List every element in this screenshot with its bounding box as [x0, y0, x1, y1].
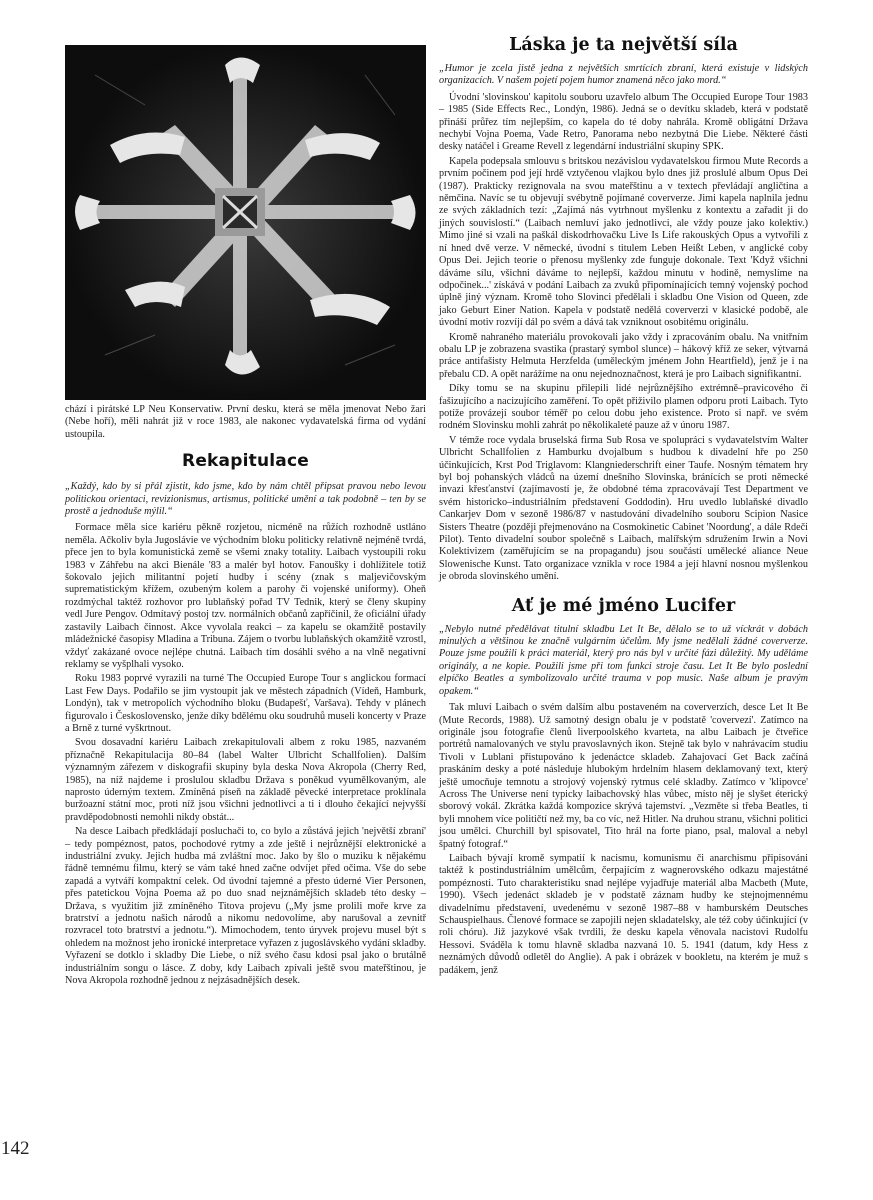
paragraph: Roku 1983 poprvé vyrazili na turné The Occupied Europe Tour s anglickou formací Last Few Days. Podařilo se jim vystoupit jak ve městech západních (Vídeň, Hamburk, Londýn), tak v metropolích východního bloku (Budapešť, Varšava). Tehdy v plánech figurovalo i Československo, jenže díky bdělému oku soudruhů museli koncerty v Praze a Brně z turné vyškrtnout. — [65, 673, 426, 734]
section-title-rekapitulace: Rekapitulace — [182, 451, 309, 472]
section-title-lucifer: Ať je mé jméno Lucifer — [511, 595, 736, 616]
cross-sculpture-icon — [65, 45, 426, 400]
paragraph: Na desce Laibach předkládají posluchači to, co bylo a zůstává jejich 'největší zbraní' – tedy pompéznost, patos, pochodové rytmy a zde ještě i nejrůznější elektronické a industriální zvuky. Jejich hudba má zvláštní moc. Jako by šlo o muziku k nějakému řádně temnému filmu, který se vám také hned začne odvíjet před očima. Vše do sebe zapadá a vytváří kompaktní celek. Od úvodní tajemné a přesto úderné Vier Personen, přes patetickou Vojna Poema až po duo snad nejznámějších skladeb této desky – Država, s využitím již zmíněného Titova projevu („My jsme prolili moře krve za bratrství a jednotu našich národů a nikomu nedovolíme, aby narušoval a zevnitř rozvracel toto bratrství a jednotu.“). Mimochodem, tento úryvek projevu musel být s ohledem na možnost jeho ironické interpretace vyřazen z jugoslávského vydání skladby. Vyřazení se dotklo i skladby Die Liebe, o níž svého času kdosi psal jako o brutálně industriálním songu o lásce. Z doby, kdy Laibach zpívali ještě svou mateřštinou, je Nova Akropola rozhodně jednou z nejzásadnějších desek. — [65, 826, 426, 987]
paragraph: Díky tomu se na skupinu přilepili lidé nejrůznějšího extrémně–pravicového či fašizujícího a nacizujícího zaměření. To opět přiživilo plamen odporu proti Laibach. Tyto potíže provázejí soubor téměř po celou dobu jeho existence. Proto si např. ve svém rodném Slovinsku mohli zahrát po několikaleté pauze až v únoru 1987. — [439, 383, 808, 432]
quote-lucifer: „Nebylo nutné předělávat titulní skladbu Let It Be, dělalo se to už víckrát v dobách minulých a většinou ke značně vulgárním účelům. My jsme nedělali žádné coververze. Pouze jsme použili k práci materiál, který pro nás byl v určité fázi důležitý. My uděláme originály, a ne kopie. Použili jsme při tom funkci stroje času. Let It Be bylo poslední elpíčko Beatles a symbolizovalo určité trauma v pop music. Naše album je pravým opakem.“ — [439, 623, 808, 697]
band-photo — [65, 45, 426, 400]
paragraph: Formace měla sice kariéru pěkně rozjetou, nicméně na růžích rozhodně ustláno neměla. Ačkoliv byla Jugoslávie ve východním bloku politicky relativně nejméně tvrdá, přece jen to byla komunistická země se všemi znaky totality. Laibach vystoupili roku 1983 v Záhřebu na akci Bienále '83 a malér byl hotov. Fanoušky i dohlížitele totiž šokovalo jejich militantní pojetí hudby i scény (znak s maljevičovským suprematistickým křížem, ozubeným kolem a parohy či vojenské uniformy). Oheň rozdmýchal taktéž rozhovor pro lublaňský pořad TV Tednik, který se členy skupiny vedl Jure Pengov. Odmítavý postoj tzv. normálních občanů zapříčinil, že oficiální úřady zastavily Laibach činnost. Akce vyvolala reakci – za kapelu se okamžitě postavily mládežnické časopisy Mladina a Tribuna. Zájem o tvorbu lublaňských okamžitě vzrostl, vždyť zakázané ovoce nejlépe chutná. Laibach tím dosáhli svého a na vlně negativní reklamy se vyšplhali vysoko. — [65, 522, 426, 670]
section-title-laska: Láska je ta největší síla — [509, 35, 738, 55]
paragraph: V témže roce vydala bruselská firma Sub Rosa ve spolupráci s vydavatelstvím Walter Ulbricht Schallfolien z Hamburku dvojalbum s hudbou k divadelní hře po 250 účinkujících, Krst Pod Triglavom: Klangniederschrift einer Taufe. Nosným tématem hry byl boj pohanských vládců na území dnešního Slovinska, bránících se proti německé invazi křesťanství (zajímavostí je, že obdobné téma zpracovávají Test Department ve svém historicko–industriálním představení Goddodin). Hru uvedlo lublaňské divadlo Cankarjev Dom v sezoně 1986/87 v nastudování divadelního souboru Scipion Nasice Sisters Theatre (později přejmenováno na Cosmokinetic Cabinet 'Noordung', a dále Rdeči Pilot). Tento divadelní soubor společně s Laibach, malířským sdružením Irwin a Novi Kolektivizem (zaměřujícím se na propagandu) jsou součástí umělecké aliance Neue Slowenische Kunst. Tato organizace vznikla v roce 1984 a její hlavní nosnou myšlenkou je obroda slovinského umění. — [439, 434, 808, 583]
right-column — [439, 35, 808, 979]
quote-rekapitulace: „Každý, kdo by si přál zjistit, kdo jsme, kdo by nám chtěl připsat pravou nebo levou politickou orientaci, revizionismus, artismus, politické umění a tak podobně – ten by se prostě a jednoduše mýlil.“ — [65, 481, 426, 518]
paragraph: Úvodní 'slovinskou' kapitolu souboru uzavřelo album The Occupied Europe Tour 1983 – 1985 (Side Effects Rec., Londýn, 1986). Jedná se o devítku skladeb, která v podstatě přináší průřez tím nejlepším, co kapela do té doby nahrála. Kromě obligátní Država nechybí Vojna Poema, Vade Retro, Panorama nebo nezbytná Die Liebe. Některé části desky natáčel i Greame Revell z legendární industriální skupiny SPK. — [439, 91, 808, 153]
page-number: 142 — [1, 1138, 30, 1159]
left-column — [65, 45, 426, 989]
quote-laska: „Humor je zcela jistě jedna z největších smrtících zbraní, která existuje v lidských organizacích. V našem pojetí pojem humor znamená něco jako mord.“ — [439, 63, 808, 87]
photo-caption: chází i pirátské LP Neu Konservatiw. První desku, která se měla jmenovat Nebo žari (Nebe hoří), měli nahrát již v roce 1983, ale nakonec vydavatelská firma od vydání ustoupila. — [65, 404, 426, 440]
paragraph: Tak mluví Laibach o svém dalším albu postaveném na coververzích, desce Let It Be (Mute Records, 1988). Už samotný design obalu je v podstatě 'covervezí'. Zatímco na originále jsou fotografie členů liverpoolského kvarteta, na albu Laibach je čtveřice portrétů namalovaných ve stylu pravoslavných ikon. Stejně tak bylo v nahrávacím studiu Tivoli v Lublani přistupováno k jedenáctce skladeb. Zahajovací Get Back začíná praskáním desky a poté následuje hlubokým hrdelním hlasem deklamovaný text, který ještě umocňuje temnotu a strojový vojenský rytmus celé skladby. Zatímco v 'klipovce' Across The Universe není typicky laibachovský hlas vůbec, místo něj je slyšet éterický sborový vokál. Zkrátka každá kompozice skrývá tajemství. „Vezměte si třeba Beatles, ti byli mnohem více političtí než my, ba co víc, než Hitler. Na druhou stranu, všichni politici jsou umělci. Churchill byl spisovatel, Tito hrál na forte piano, psal, maloval a nebyl špatný fotograf.“ — [439, 702, 808, 850]
paragraph: Svou dosavadní kariéru Laibach zrekapitulovali albem z roku 1985, nazvaném příznačně Rekapitulacija 80–84 (label Walter Ulbricht Schallfolien). Dalším významným zářezem v diskografii skupiny byla deska Nova Akropola (Cherry Red, 1985), na níž najdeme i proslulou skladbu Država s poněkud vyumělkovaným, ale naprosto úderným textem. Zmíněná píseň na základě pěvecké interpretace proklínala buržoazní státní moc, proti níž jsou všichni jednotlivci a ti i dlouho čekající nejvyšší pravděpodobnosti nemohli nikdy obstát... — [65, 737, 426, 823]
paragraph: Kromě nahraného materiálu provokovali jako vždy i zpracováním obalu. Na vnitřním obalu LP je zobrazena svastika (prastarý symbol slunce) – hákový kříž ze seker, výtvarná práce antifašisty Helmuta Herzfelda (uměleckým jménem John Heartfield), jenž je i na přebalu CD. A opět narážíme na onu nejednoznačnost, která je pro Laibach signifikantní. — [439, 331, 808, 380]
paragraph: Laibach bývají kromě sympatií k nacismu, komunismu či anarchismu připisováni taktéž k postindustriálním umělcům, čerpajícím z wagnerovského odkazu majestátné pompéznosti. Tuto charakteristiku snad nejlépe vyjadřuje materiál alba Macbeth (Mute, 1990). Všech jedenáct skladeb je v podstatě záznam hudby ke stejnojmennému divadelnímu představení, uvedenému v sezoně 1987–88 v hamburském Deutsches Schauspielhaus. Členové formace se zapojili nejen skladatelsky, ale též coby účinkující (v roli chóru). Již jazykové však tvrdili, že desku kapela věnovala nacistovi Rudolfu Hessovi. Svádělа k tomu hlavně skladba nazvaná 10. 5. 1941 (datum, kdy Hess z neznámých důvodů odletěl do Anglie). A pak i obrázek v bookletu, na kterém je muž s padákem, jenž — [439, 852, 808, 976]
paragraph: Kapela podepsala smlouvu s britskou nezávislou vydavatelskou firmou Mute Records a prvním počinem pod její hrdě vztyčenou vlajkou bylo dnes již proslulé album Opus Dei (1987). Prakticky rezignovala na svou mateřštinu a v textech převládají angličtina a němčina. Navíc se tu objevují svébytně pojímané coververze. Jimi kapela naplnila jednu ze svých základních tezí: „Zajímá nás vytrhnout myšlenku z kontextu a zařadit ji do jiných souvislostí.“ (Laibach nemluví jako jednotlivci, ale vždy pouze jako kolektiv.) Mimo jiné si vzali na paškál diskodrhovačku Live Is Life rakouských Opus a vytvořili z ní hned dvě verze. V německé, úvodní s titulem Leben Heißt Leben, v anglické coby Opus Dei. Jejich teorie o přenosu myšlenky zde funguje dokonale. Text 'Když všichni dáváme sílu, všichni dáváme to nejlepší, každou minutu v hodině, nemyslíme na odpočinek...' získává v podání Laibach za zvuků připomínajících temný vojenský pochod úplně jiný význam. Kromě toho Slovinci předělali i skladbu One Vision od Queen, zde jako Geburt Einer Nation. Kapela v podstatě nedělá coververzi v klasické podobě, ale úvodní motiv rozvíjí dál po svém a dává tak vzniknout osobitému originálu. — [439, 155, 808, 329]
